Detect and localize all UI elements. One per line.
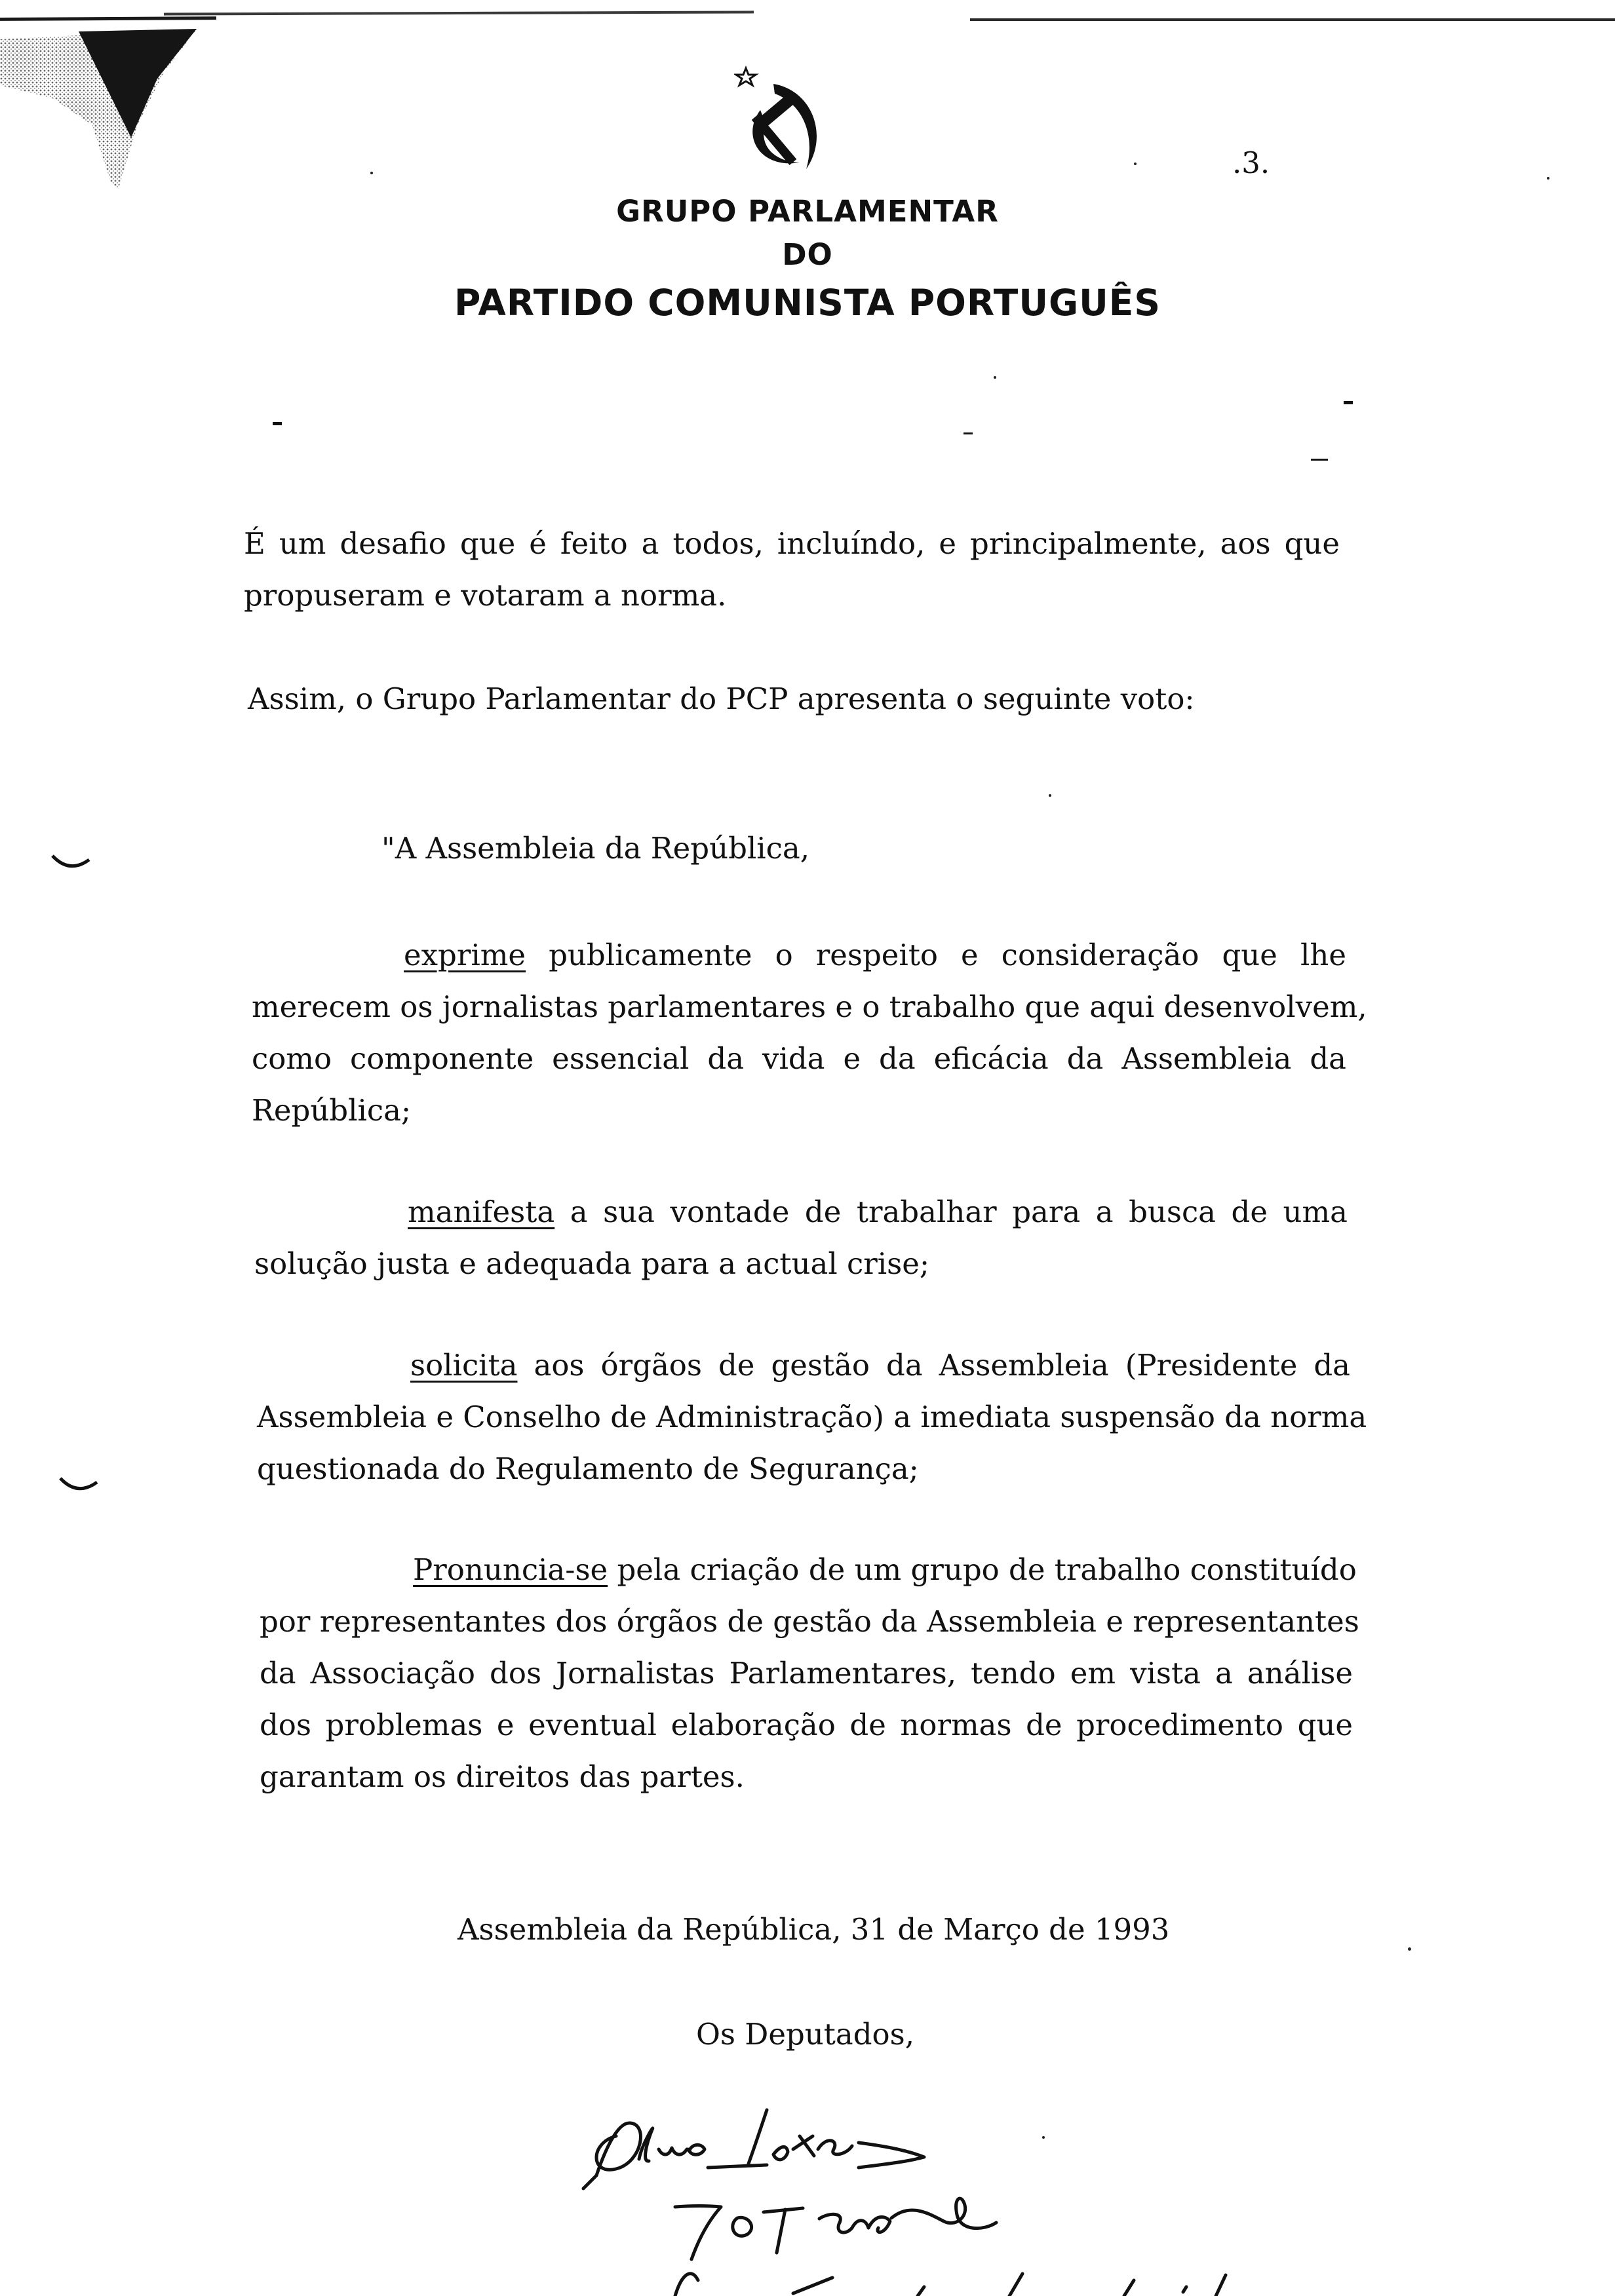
letterhead-line-1: GRUPO PARLAMENTAR: [616, 194, 999, 229]
text-line: como componente essencial da vida e da eficácia da Assembleia da: [252, 1041, 1346, 1076]
scan-top-rule-right: [970, 18, 1615, 21]
scan-speck: [370, 172, 373, 174]
text-line: da Associação dos Jornalistas Parlamentares, tendo em vista a análise: [260, 1656, 1353, 1691]
text-line: [254, 1186, 1348, 1238]
resolution-item-pronuncia: [260, 1544, 1359, 1803]
paragraph-challenge: [244, 518, 1340, 621]
text-line: garantam os direitos das partes.: [260, 1759, 745, 1794]
text-line: solução justa e adequada para a actual crise;: [254, 1246, 930, 1281]
text-line: República;: [252, 1093, 412, 1128]
resolution-keyword: exprime: [404, 938, 526, 972]
text-line: propuseram e votaram a norma.: [244, 578, 727, 613]
letterhead-line-3: PARTIDO COMUNISTA PORTUGUÊS: [454, 282, 1161, 324]
scan-speck: [1408, 1947, 1411, 1951]
page-number: .3.: [1232, 145, 1270, 180]
resolution-keyword: manifesta: [408, 1195, 555, 1229]
handwritten-signatures: [577, 2084, 1324, 2296]
signatories-label: Os Deputados,: [696, 2017, 914, 2052]
text-line: Assembleia e Conselho de Administração) a imediata suspensão da norma: [257, 1400, 1367, 1434]
text-line: [257, 1339, 1350, 1391]
text-fragment: pela criação de um grupo de trabalho constituído: [617, 1552, 1357, 1587]
text-line: questionada do Regulamento de Segurança;: [257, 1451, 919, 1486]
scan-speck: [1049, 794, 1051, 797]
resolution-keyword: Pronuncia-se: [413, 1552, 608, 1587]
margin-tick-mark: [58, 1474, 100, 1498]
scan-dash: [963, 432, 973, 434]
text-fragment: aos órgãos de gestão da Assembleia (Presidente da: [534, 1348, 1350, 1383]
margin-tick-mark: [50, 852, 92, 875]
scan-dash: [1311, 459, 1328, 461]
resolution-item-exprime: [252, 929, 1367, 1136]
resolution-opening: "A Assembleia da República,: [381, 831, 810, 866]
paragraph-vote-intro: Assim, o Grupo Parlamentar do PCP apresenta o seguinte voto:: [248, 681, 1195, 716]
text-fragment: publicamente o respeito e consideração que lhe: [549, 938, 1346, 972]
hammer-sickle-star-icon: [734, 64, 832, 176]
scan-top-rule-middle: [164, 10, 754, 15]
text-line: merecem os jornalistas parlamentares e o trabalho que aqui desenvolvem,: [252, 989, 1367, 1024]
resolution-keyword: solicita: [410, 1348, 518, 1383]
text-line: por representantes dos órgãos de gestão da Assembleia e representantes: [260, 1604, 1359, 1639]
text-fragment: a sua vontade de trabalhar para a busca de uma: [570, 1195, 1348, 1229]
place-and-date: Assembleia da República, 31 de Março de 1993: [457, 1912, 1170, 1947]
resolution-item-solicita: [257, 1339, 1367, 1495]
scan-top-rule-left: [0, 16, 216, 21]
scan-corner-shadow: [0, 26, 197, 197]
text-line: dos problemas e eventual elaboração de normas de procedimento que: [260, 1708, 1353, 1742]
scan-speck: [1547, 177, 1549, 180]
text-line: [260, 1544, 1357, 1596]
scan-dash: [1344, 401, 1353, 404]
text-line: É um desafio que é feito a todos, incluíndo, e principalmente, aos que: [244, 526, 1340, 561]
letterhead-line-2: DO: [782, 237, 833, 272]
resolution-item-manifesta: [254, 1186, 1348, 1290]
text-line: [252, 929, 1346, 981]
scan-dash: [273, 422, 282, 425]
scan-speck: [1134, 163, 1137, 165]
scan-speck: [994, 376, 996, 379]
